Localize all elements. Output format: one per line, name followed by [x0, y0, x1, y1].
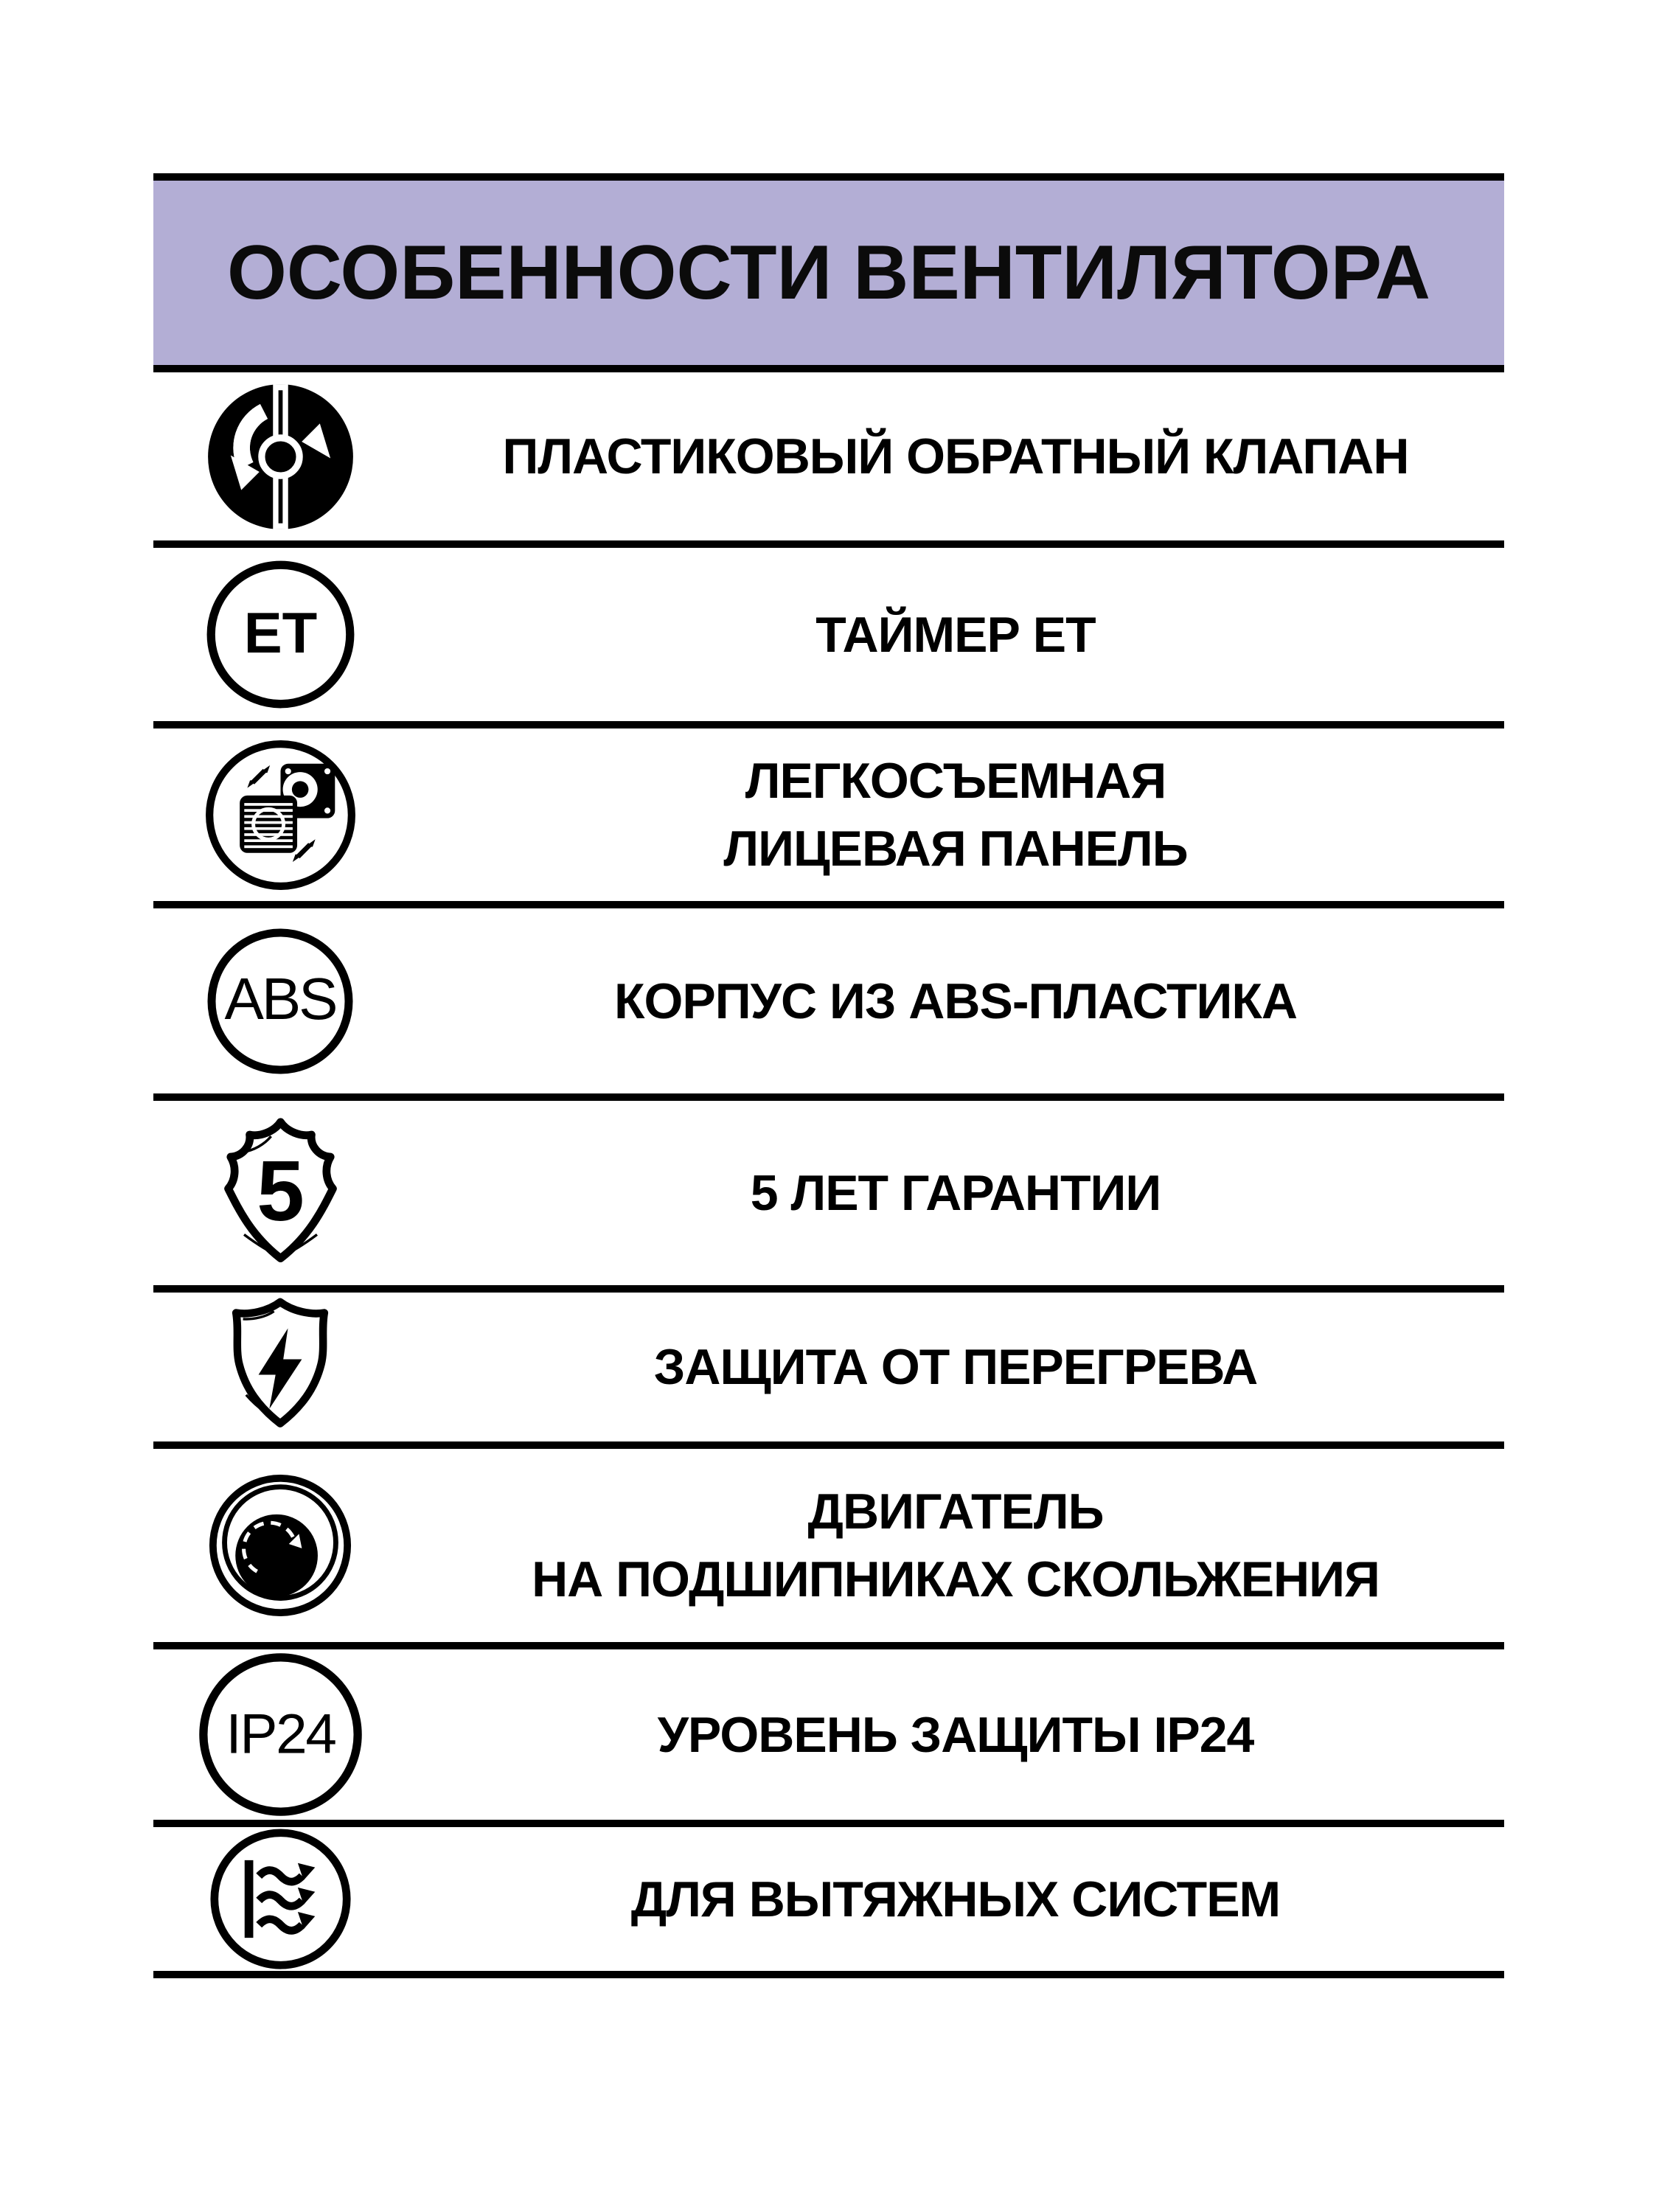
header-banner	[153, 173, 1504, 372]
feature-label: НА ПОДШИПНИКАХ СКОЛЬЖЕНИЯ	[532, 1551, 1380, 1607]
feature-row-ip24	[153, 1649, 1504, 1827]
page-title: ОСОБЕННОСТИ ВЕНТИЛЯТОРА	[227, 229, 1430, 316]
ip24-icon-text: IP24	[225, 1703, 335, 1766]
removable-panel-icon	[205, 740, 356, 891]
feature-label: ЛЕГКОСЪЕМНАЯ	[745, 753, 1166, 809]
check-valve-icon	[205, 381, 356, 532]
feature-row-motor	[153, 1449, 1504, 1649]
feature-label: ДЛЯ ВЫТЯЖНЫХ СИСТЕМ	[630, 1871, 1281, 1927]
sliding-bearing-motor-icon	[208, 1473, 352, 1618]
feature-row-exhaust	[153, 1827, 1504, 1978]
feature-label: 5 ЛЕТ ГАРАНТИИ	[750, 1165, 1161, 1221]
feature-row-timer	[153, 548, 1504, 728]
feature-row-abs	[153, 908, 1504, 1101]
warranty-5-shield-icon	[201, 1114, 360, 1273]
feature-row-panel	[153, 728, 1504, 908]
abs-plastic-icon-text: ABS	[224, 965, 336, 1032]
feature-label: ТАЙМЕР ET	[815, 606, 1096, 663]
content-frame	[153, 173, 1504, 1978]
feature-label: КОРПУС ИЗ ABS-ПЛАСТИКА	[614, 973, 1297, 1029]
feature-row-check-valve	[153, 372, 1504, 548]
feature-label: ЗАЩИТА ОТ ПЕРЕГРЕВА	[653, 1339, 1258, 1395]
feature-label: УРОВЕНЬ ЗАЩИТЫ IP24	[657, 1706, 1254, 1763]
warranty-5-shield-icon-text: 5	[256, 1142, 305, 1239]
feature-label: ПЛАСТИКОВЫЙ ОБРАТНЫЙ КЛАПАН	[502, 428, 1409, 484]
timer-et-icon-text: ET	[243, 600, 317, 666]
exhaust-system-icon	[209, 1827, 352, 1971]
feature-label: ЛИЦЕВАЯ ПАНЕЛЬ	[723, 821, 1188, 877]
ip24-icon	[198, 1652, 364, 1818]
feature-row-warranty	[153, 1101, 1504, 1293]
abs-plastic-icon	[206, 928, 354, 1075]
feature-label: ДВИГАТЕЛЬ	[807, 1484, 1104, 1540]
feature-row-overheat	[153, 1293, 1504, 1449]
overheat-protection-icon	[203, 1290, 358, 1444]
timer-et-icon	[205, 559, 356, 710]
